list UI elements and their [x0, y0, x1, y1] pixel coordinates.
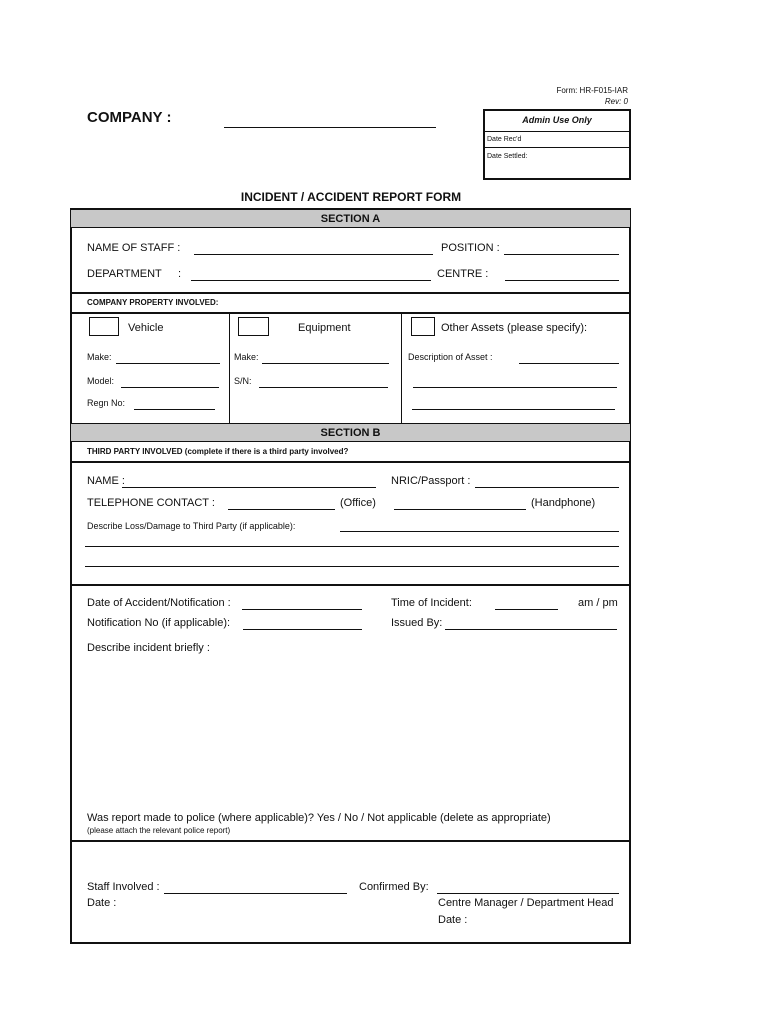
confirmed-by-field[interactable] — [437, 893, 619, 894]
office-phone-field[interactable] — [228, 509, 335, 510]
company-name-field[interactable] — [224, 127, 436, 128]
vehicle-checkbox[interactable] — [89, 317, 119, 336]
third-party-name-field[interactable] — [122, 487, 376, 488]
describe-loss-label: Describe Loss/Damage to Third Party (if applicable): — [87, 521, 296, 531]
vehicle-model-field[interactable] — [121, 387, 219, 388]
other-assets-checkbox[interactable] — [411, 317, 435, 336]
divider — [71, 461, 630, 463]
asset-description-label: Description of Asset : — [408, 352, 493, 362]
staff-date-label: Date : — [87, 897, 117, 909]
police-report-note: (please attach the relevant police report) — [87, 826, 231, 835]
equipment-checkbox[interactable] — [238, 317, 269, 336]
equipment-make-label: Make: — [234, 352, 259, 362]
describe-loss-line[interactable] — [85, 566, 619, 567]
centre-label: CENTRE : — [437, 268, 489, 280]
equipment-make-field[interactable] — [262, 363, 389, 364]
centre-field[interactable] — [505, 280, 619, 281]
vehicle-make-field[interactable] — [116, 363, 220, 364]
describe-incident-area[interactable] — [87, 660, 619, 806]
equipment-label: Equipment — [298, 322, 351, 334]
asset-description-line[interactable] — [413, 387, 617, 388]
time-of-incident-field[interactable] — [495, 609, 558, 610]
third-party-title: THIRD PARTY INVOLVED (complete if there is a third party involved? — [87, 447, 349, 456]
admin-date-recd: Date Rec'd — [487, 136, 522, 143]
asset-description-field[interactable] — [519, 363, 619, 364]
divider — [71, 840, 630, 842]
police-report-question: Was report made to police (where applicable)? Yes / No / Not applicable (delete as appropriate) — [87, 812, 551, 824]
section-a-header: SECTION A — [71, 210, 630, 228]
manager-date-label: Date : — [438, 914, 468, 926]
accident-date-field[interactable] — [242, 609, 362, 610]
revision: Rev: 0 — [604, 97, 628, 106]
issued-by-field[interactable] — [445, 629, 617, 630]
nric-label: NRIC/Passport : — [391, 475, 471, 487]
asset-description-line[interactable] — [412, 409, 615, 410]
name-of-staff-field[interactable] — [194, 254, 433, 255]
handphone-label: (Handphone) — [531, 497, 596, 509]
vehicle-regn-field[interactable] — [134, 409, 215, 410]
notification-no-label: Notification No (if applicable): — [87, 617, 231, 629]
vehicle-make-label: Make: — [87, 352, 112, 362]
office-label: (Office) — [340, 497, 376, 509]
nric-field[interactable] — [475, 487, 619, 488]
equipment-sn-field[interactable] — [259, 387, 388, 388]
name-of-staff-label: NAME OF STAFF : — [87, 242, 181, 254]
department-label: DEPARTMENT — [87, 268, 162, 280]
section-b-header: SECTION B — [71, 423, 630, 442]
company-label: COMPANY : — [87, 109, 172, 126]
staff-involved-field[interactable] — [164, 893, 347, 894]
staff-involved-label: Staff Involved : — [87, 881, 160, 893]
vehicle-label: Vehicle — [128, 322, 164, 334]
department-colon: : — [178, 268, 182, 280]
column-divider — [229, 313, 230, 423]
notification-no-field[interactable] — [243, 629, 362, 630]
manager-title: Centre Manager / Department Head — [438, 897, 614, 909]
divider — [71, 312, 630, 314]
ampm-label: am / pm — [578, 597, 618, 609]
telephone-label: TELEPHONE CONTACT : — [87, 497, 215, 509]
describe-incident-label: Describe incident briefly : — [87, 642, 210, 654]
divider — [71, 292, 630, 294]
form-code: Form: HR-F015-IAR — [556, 86, 628, 95]
admin-divider — [485, 131, 629, 132]
department-field[interactable] — [191, 280, 431, 281]
divider — [71, 584, 630, 586]
other-assets-label: Other Assets (please specify): — [441, 322, 588, 334]
position-field[interactable] — [504, 254, 619, 255]
equipment-sn-label: S/N: — [234, 376, 252, 386]
confirmed-by-label: Confirmed By: — [359, 881, 429, 893]
vehicle-model-label: Model: — [87, 376, 115, 386]
handphone-field[interactable] — [394, 509, 526, 510]
admin-divider — [485, 147, 629, 148]
property-title: COMPANY PROPERTY INVOLVED: — [87, 298, 219, 307]
position-label: POSITION : — [441, 242, 500, 254]
third-party-name-label: NAME : — [87, 475, 125, 487]
vehicle-regn-label: Regn No: — [87, 398, 126, 408]
describe-loss-line[interactable] — [85, 546, 619, 547]
time-of-incident-label: Time of Incident: — [391, 597, 472, 609]
admin-title: Admin Use Only — [522, 115, 592, 125]
issued-by-label: Issued By: — [391, 617, 443, 629]
form-title: INCIDENT / ACCIDENT REPORT FORM — [240, 190, 462, 204]
column-divider — [401, 313, 402, 423]
admin-use-box — [483, 109, 631, 180]
describe-loss-field[interactable] — [340, 531, 619, 532]
admin-date-settled: Date Settled: — [487, 153, 528, 160]
accident-date-label: Date of Accident/Notification : — [87, 597, 231, 609]
